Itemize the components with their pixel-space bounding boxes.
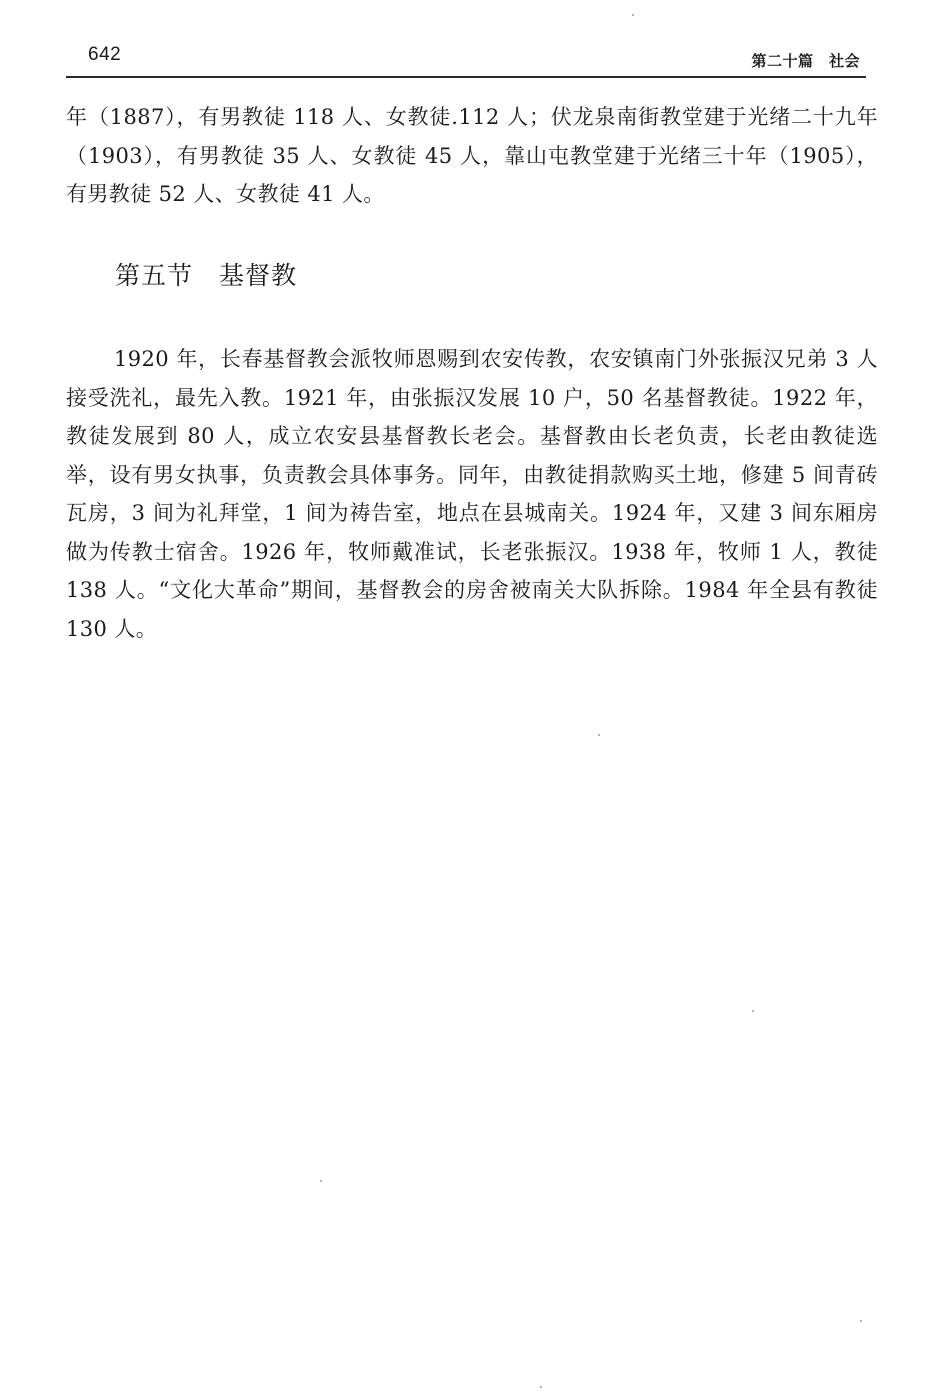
scan-speck: [320, 1180, 322, 1182]
section-heading: 第五节 基督教: [115, 261, 298, 290]
header-rule: [66, 76, 866, 78]
scan-speck: [540, 1386, 542, 1388]
page-header: [66, 40, 866, 76]
scan-speck: [632, 14, 634, 16]
paragraph-main: 1920 年，长春基督教会派牧师恩赐到农安传教，农安镇南门外张振汉兄弟 3 人接受洗礼，最先入教。1921 年，由张振汉发展 10 户，50 名基督教徒。1922 年，教徒发展到 80 人，成立农安县基督教长老会。基督教由长老负责，长老由教徒选举，设有男女执事，负责教会具体事务。同年，由教徒捐款购买土地，修建 5 间青砖瓦房，3 间为礼拜堂，1 间为祷告室，地点在县城南关。1924 年，又建 3 间东厢房做为传教士宿舍。1926 年，牧师戴准试，长老张振汉。1938 年，牧师 1 人，教徒 138 人。“文化大革命”期间，基督教会的房舍被南关大队拆除。1984 年全县有教徒 130 人。: [66, 347, 878, 641]
running-title: 第二十篇 社会: [751, 52, 860, 70]
scan-speck: [860, 1320, 862, 1322]
scan-speck: [598, 734, 600, 736]
scan-speck: [752, 1010, 754, 1012]
page-number: 642: [88, 44, 122, 65]
paragraph-continued: 年（1887），有男教徒 118 人、女教徒.112 人；伏龙泉南街教堂建于光绪二十九年（1903），有男教徒 35 人、女教徒 45 人，靠山屯教堂建于光绪三十年（1905），有男教徒 52 人、女教徒 41 人。: [66, 105, 878, 206]
